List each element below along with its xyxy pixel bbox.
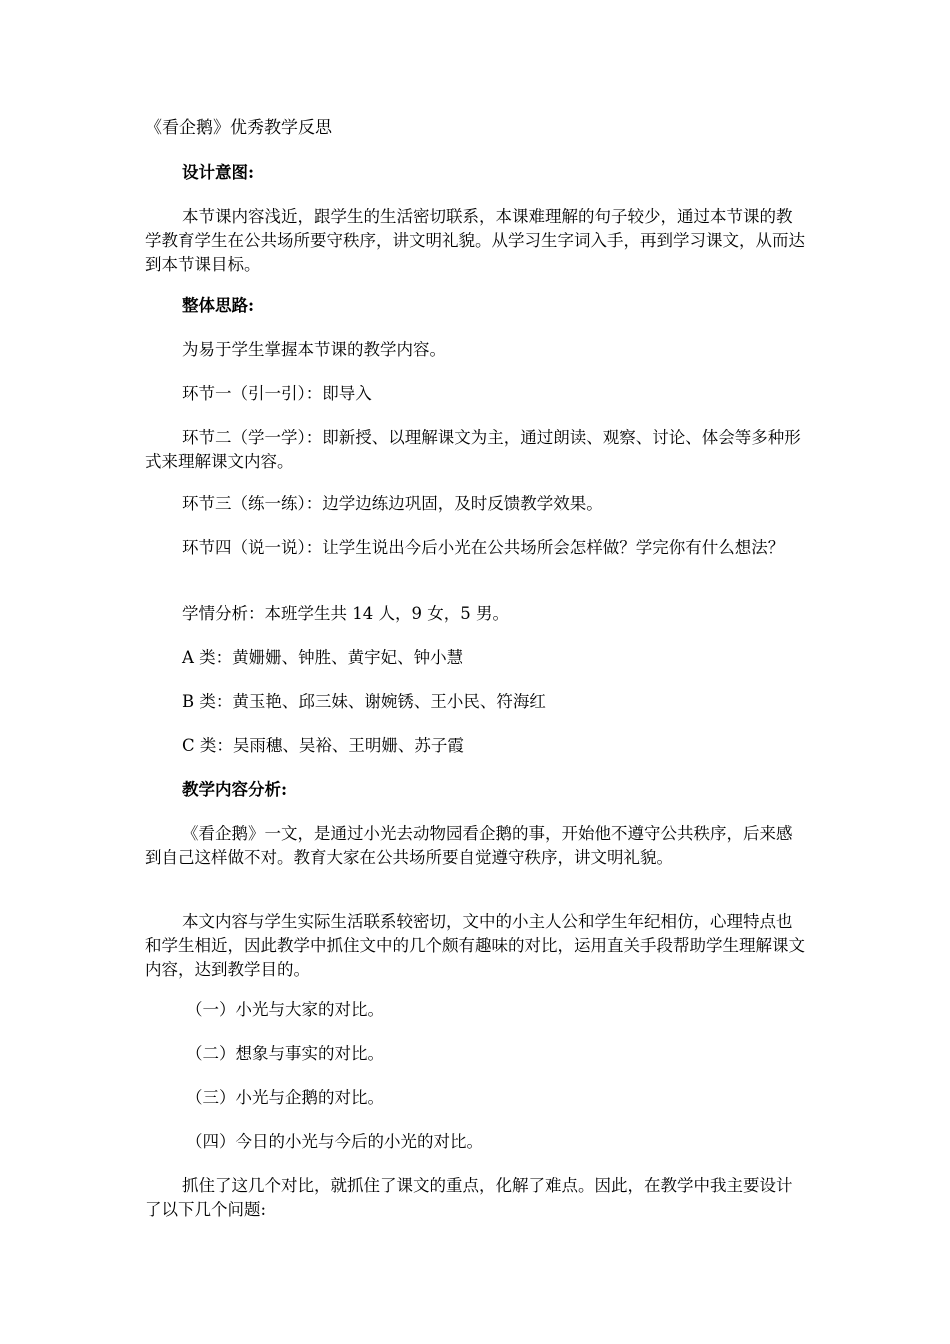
heading-design-intent: 设计意图: <box>182 163 255 182</box>
step-two: 环节二（学一学）：即新授、以理解课文为主，通过朗读、观察、讨论、体会等多种形式来理解课文内容。 <box>145 428 801 471</box>
step-one: 环节一（引一引）：即导入 <box>182 384 372 403</box>
paragraph-content-analysis-2: 本文内容与学生实际生活联系较密切，文中的小主人公和学生年纪相仿，心理特点也和学生相近，因此教学中抓住文中的几个颇有趣味的对比，运用直关手段帮助学生理解课文内容，达到教学目的。 <box>145 912 805 979</box>
class-a-list: A 类：黄姗姗、钟胜、黄宇妃、钟小慧 <box>182 648 464 667</box>
heading-overall-approach: 整体思路: <box>182 296 255 315</box>
contrast-item-1: （一）小光与大家的对比。 <box>186 1000 384 1019</box>
contrast-item-4: （四）今日的小光与今后的小光的对比。 <box>186 1132 483 1151</box>
class-c-list: C 类：吴雨穗、吴裕、王明姗、苏子霞 <box>182 736 464 755</box>
class-b-list: B 类：黄玉艳、邱三妹、谢婉锈、王小民、符海红 <box>182 692 546 711</box>
step-three: 环节三（练一练）：边学边练边巩固，及时反馈教学效果。 <box>182 494 603 513</box>
paragraph-content-analysis-1: 《看企鹅》一文，是通过小光去动物园看企鹅的事，开始他不遵守公共秩序，后来感到自己这样做不对。教育大家在公共场所要自觉遵守秩序，讲文明礼貌。 <box>145 824 793 867</box>
contrast-item-2: （二）想象与事实的对比。 <box>186 1044 384 1063</box>
contrast-item-3: （三）小光与企鹅的对比。 <box>186 1088 384 1107</box>
step-four: 环节四（说一说）：让学生说出今后小光在公共场所会怎样做？学完你有什么想法？ <box>182 538 785 557</box>
heading-content-analysis: 教学内容分析: <box>182 780 288 799</box>
document-title: 《看企鹅》优秀教学反思 <box>145 118 332 138</box>
paragraph-overall-approach: 为易于学生掌握本节课的教学内容。 <box>182 340 446 359</box>
paragraph-final: 抓住了这几个对比，就抓住了课文的重点，化解了难点。因此，在教学中我主要设计了以下几个问题: <box>145 1176 793 1219</box>
paragraph-design-intent: 本节课内容浅近，跟学生的生活密切联系，本课难理解的句子较少，通过本节课的教学教育学生在公共场所要守秩序，讲文明礼貌。从学习生字词入手，再到学习课文，从而达到本节课目标。 <box>145 207 805 274</box>
student-analysis: 学情分析：本班学生共 14 人，9 女，5 男。 <box>182 604 509 623</box>
